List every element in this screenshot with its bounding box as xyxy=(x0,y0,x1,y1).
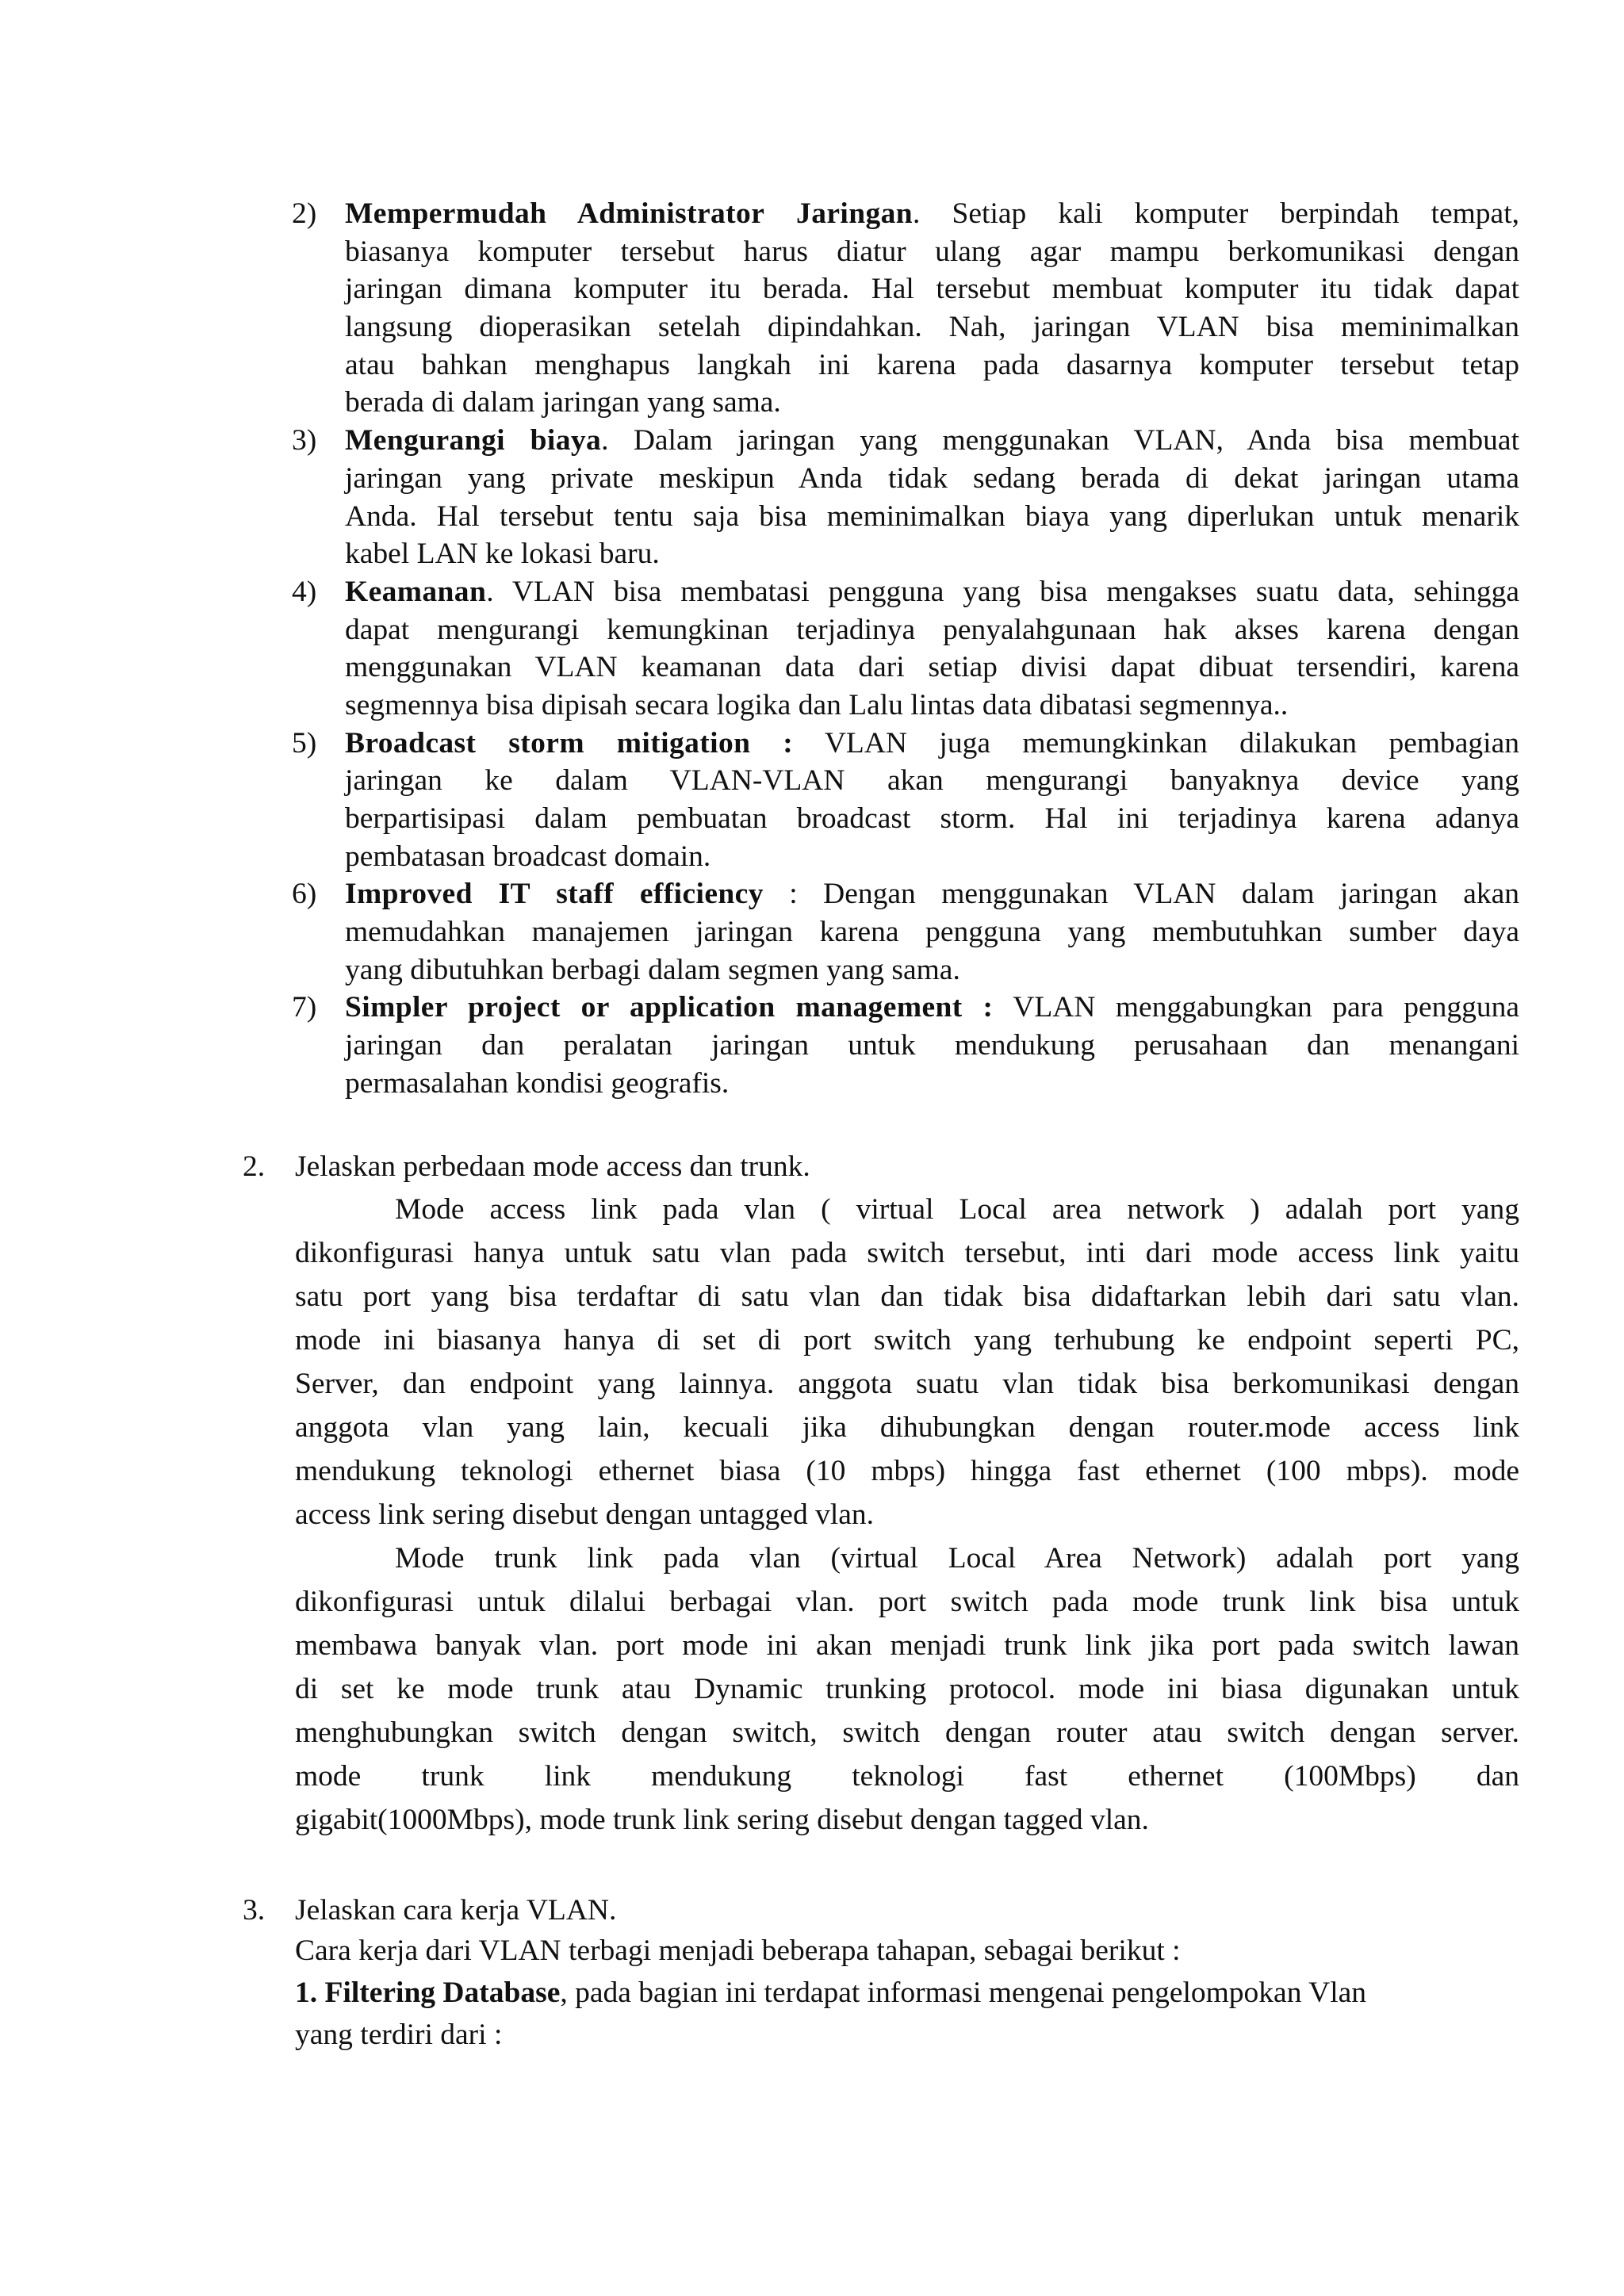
question-3 xyxy=(243,1892,1519,2056)
list-item: 5) Broadcast storm mitigation : VLAN juga memungkinkan dilakukan pembagian jaringan ke dalam VLAN-VLAN akan mengurangi banyaknya device yang berpartisipasi dalam pembuatan broadcast storm. Hal ini terjadinya karena adanya pembatasan broadcast domain. xyxy=(292,725,1519,876)
question-2 xyxy=(243,1148,1519,1842)
answer-step-continuation: yang terdiri dari : xyxy=(295,2018,503,2051)
answer-step: 1. Filtering Database, pada bagian ini terdapat informasi mengenai pengelompokan Vlan xyxy=(295,1976,1367,2009)
list-item: 2) Mempermudah Administrator Jaringan. Setiap kali komputer berpindah tempat, biasanya komputer tersebut harus diatur ulang agar mampu berkomunikasi dengan jaringan dimana komputer itu berada. Hal tersebut membuat komputer itu tidak dapat langsung dioperasikan setelah dipindahkan. Nah, jaringan VLAN bisa meminimalkan atau bahkan menghapus langkah ini karena pada dasarnya komputer tersebut tetap berada di dalam jaringan yang sama. xyxy=(292,195,1519,422)
question-heading: Jelaskan perbedaan mode access dan trunk. xyxy=(295,1150,810,1183)
item-number: 2) xyxy=(292,197,317,230)
answer-paragraph: Mode trunk link pada vlan (virtual Local Area Network) adalah port yang dikonfigurasi untuk dilalui berbagai vlan. port switch pada mode trunk link bisa untuk membawa banyak vlan. port mode ini akan menjadi trunk link jika port pada switch lawan di set ke mode trunk atau Dynamic trunking protocol. mode ini biasa digunakan untuk menghubungkan switch dengan switch, switch dengan router atau switch dengan server. mode trunk link mendukung teknologi fast ethernet (100Mbps) dan gigabit(1000Mbps), mode trunk link sering disebut dengan tagged vlan. xyxy=(295,1541,1519,1836)
list-item: 3) Mengurangi biaya. Dalam jaringan yang menggunakan VLAN, Anda bisa membuat jaringan yang private meskipun Anda tidak sedang berada di dekat jaringan utama Anda. Hal tersebut tentu saja bisa meminimalkan biaya yang diperlukan untuk menarik kabel LAN ke lokasi baru. xyxy=(292,422,1519,573)
item-title: Keamanan xyxy=(345,575,487,608)
step-title: 1. Filtering Database xyxy=(295,1976,561,2009)
item-title: Simpler project or application management : xyxy=(345,991,994,1024)
list-item: 6) Improved IT staff efficiency : Dengan menggunakan VLAN dalam jaringan akan memudahkan manajemen jaringan karena pengguna yang membutuhkan sumber daya yang dibutuhkan berbagi dalam segmen yang sama. xyxy=(292,875,1519,989)
answer-paragraph: Mode access link pada vlan ( virtual Local area network ) adalah port yang dikonfigurasi hanya untuk satu vlan pada switch tersebut, inti dari mode access link yaitu satu port yang bisa terdaftar di satu vlan dan tidak bisa didaftarkan lebih dari satu vlan. mode ini biasanya hanya di set di port switch yang terhubung ke endpoint seperti PC, Server, dan endpoint yang lainnya. anggota suatu vlan tidak bisa berkomunikasi dengan anggota vlan yang lain, kecuali jika dihubungkan dengan router.mode access link mendukung teknologi ethernet biasa (10 mbps) hingga fast ethernet (100 mbps). mode access link sering disebut dengan untagged vlan. xyxy=(295,1192,1519,1531)
question-heading: Jelaskan cara kerja VLAN. xyxy=(295,1894,617,1927)
question-number: 2. xyxy=(243,1150,266,1183)
list-item: 7) Simpler project or application management : VLAN menggabungkan para pengguna jaringan dan peralatan jaringan untuk mendukung perusahaan dan menangani permasalahan kondisi geografis. xyxy=(292,989,1519,1102)
item-title: Broadcast storm mitigation : xyxy=(345,726,794,760)
item-number: 7) xyxy=(292,991,317,1024)
item-number: 4) xyxy=(292,575,317,608)
list-item: 4) Keamanan. VLAN bisa membatasi pengguna yang bisa mengakses suatu data, sehingga dapat mengurangi kemungkinan terjadinya penyalahgunaan hak akses karena dengan menggunakan VLAN keamanan data dari setiap divisi dapat dibuat tersendiri, karena segmennya bisa dipisah secara logika dan Lalu lintas data dibatasi segmennya.. xyxy=(292,573,1519,725)
item-number: 5) xyxy=(292,726,317,760)
item-title: Mempermudah Administrator Jaringan xyxy=(345,197,914,230)
answer-intro: Cara kerja dari VLAN terbagi menjadi beberapa tahapan, sebagai berikut : xyxy=(295,1934,1181,1967)
question-number: 3. xyxy=(243,1894,266,1927)
item-number: 3) xyxy=(292,424,317,457)
item-title: Improved IT staff efficiency xyxy=(345,878,764,911)
advantages-list xyxy=(292,195,1519,1103)
item-number: 6) xyxy=(292,878,317,911)
item-title: Mengurangi biaya xyxy=(345,424,602,457)
